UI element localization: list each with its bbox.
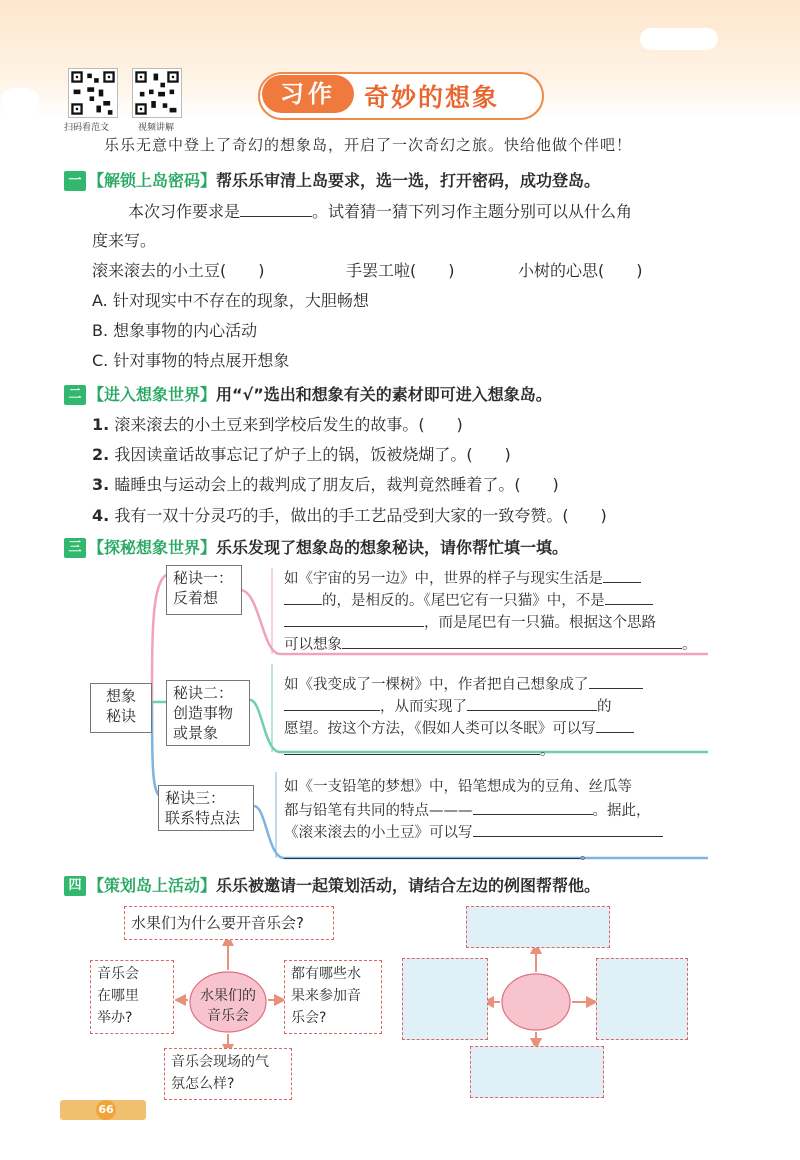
qr-code-icon: [69, 69, 117, 117]
answer-blank[interactable]: [589, 672, 643, 689]
section-bracket-title: 【进入想象世界】: [88, 385, 217, 404]
blank-box-top[interactable]: [466, 906, 610, 948]
tip3-line: [284, 798, 651, 822]
tip2-line: [284, 694, 612, 718]
section-bracket-title: 【策划岛上活动】: [88, 876, 217, 895]
text: 。: [682, 637, 697, 653]
answer-blank[interactable]: [284, 738, 540, 755]
tip-box-3: [158, 785, 254, 831]
topic-item[interactable]: 滚来滚去的小土豆( ): [92, 261, 265, 280]
text: 秘诀三：: [165, 789, 226, 807]
blank-center-ellipse: [502, 974, 570, 1030]
text: 创造事物: [173, 704, 234, 722]
text: 愿望。按这个方法，《假如人类可以冬眠》可以写: [284, 721, 596, 737]
section-instruction: 帮乐乐审清上岛要求，选一选，打开密码，成功登岛。: [216, 171, 601, 190]
list-item[interactable]: [92, 414, 463, 436]
tip2-line: [284, 738, 555, 762]
section-number: 三: [64, 538, 86, 558]
item-number: 1.: [92, 415, 110, 434]
answer-blank[interactable]: [467, 694, 597, 711]
text: 反着想: [173, 589, 219, 607]
example-box-bottom: [164, 1048, 292, 1100]
text: ，从而实现了: [380, 699, 467, 715]
example-box-left: [90, 960, 174, 1034]
section-heading: [88, 384, 552, 406]
list-item[interactable]: [92, 444, 511, 466]
text: 水果们的: [200, 988, 256, 1004]
item-number: 2.: [92, 445, 110, 464]
page-title: 奇妙的想象: [364, 83, 500, 112]
text: 秘诀: [105, 707, 136, 725]
text: 氛怎么样?: [171, 1076, 235, 1092]
answer-blank[interactable]: [603, 566, 641, 583]
item-number: 3.: [92, 475, 110, 494]
answer-blank[interactable]: [284, 842, 580, 859]
text: 都有哪些水: [291, 966, 361, 982]
tip1-line: [284, 588, 653, 612]
answer-blank[interactable]: [284, 610, 424, 627]
text: 音乐会: [207, 1008, 249, 1024]
text: 本次习作要求是: [128, 202, 241, 221]
text: 的，是相反的。《尾巴它有一只猫》中，不是: [322, 593, 605, 609]
text: 都与铅笔有共同的特点———: [284, 803, 473, 819]
section-bracket-title: 【解锁上岛密码】: [88, 171, 217, 190]
answer-blank[interactable]: [605, 588, 653, 605]
answer-blank[interactable]: [342, 632, 682, 649]
example-center-label: [196, 986, 260, 1026]
example-box-right: [284, 960, 382, 1034]
item-text: 瞌睡虫与运动会上的裁判成了朋友后，裁判竟然睡着了。( ): [114, 475, 559, 494]
tip-box-2: [166, 680, 250, 746]
text: 音乐会现场的气: [171, 1054, 269, 1070]
text: 举办?: [97, 1010, 133, 1026]
text: 。: [540, 743, 555, 759]
text: 。: [580, 847, 595, 863]
text: 。据此，: [592, 803, 651, 819]
answer-blank[interactable]: [473, 798, 593, 815]
qr-code-video[interactable]: [132, 68, 182, 118]
list-item[interactable]: [92, 474, 559, 496]
text: 如《我变成了一棵树》中，作者把自己想象成了: [284, 677, 589, 693]
question-line: 度来写。: [92, 231, 157, 250]
qr-code-icon: [133, 69, 181, 117]
text: 如《宇宙的另一边》中，世界的样子与现实生活是: [284, 571, 603, 587]
tip2-line: [284, 716, 634, 740]
answer-blank[interactable]: [596, 716, 634, 733]
section-bracket-title: 【探秘想象世界】: [88, 538, 217, 557]
section-instruction: 用“√”选出和想象有关的素材即可进入想象岛。: [216, 385, 552, 404]
tip2-line: [284, 672, 643, 696]
item-text: 我因读童话故事忘记了炉子上的锅，饭被烧煳了。( ): [114, 445, 511, 464]
tip-box-1: [166, 565, 242, 615]
section-heading: [88, 170, 600, 192]
item-text: 滚来滚去的小土豆来到学校后发生的故事。( ): [114, 415, 463, 434]
option-item: C. 针对事物的特点展开想象: [92, 351, 290, 370]
section-number: 四: [64, 876, 86, 896]
cloud-decoration: [640, 28, 718, 50]
blank-box-bottom[interactable]: [470, 1046, 604, 1098]
text: 的: [597, 699, 612, 715]
text: 。试着猜一猜下列习作主题分别可以从什么角: [312, 202, 633, 221]
list-item[interactable]: [92, 505, 607, 527]
section-instruction: 乐乐被邀请一起策划活动，请结合左边的例图帮帮他。: [216, 876, 601, 895]
page-number: 66: [96, 1100, 116, 1120]
text: ，而是尾巴有一只猫。根据这个思路: [424, 615, 656, 631]
option-item: B. 想象事物的内心活动: [92, 321, 258, 340]
text: 想象: [105, 687, 136, 705]
text: 或景象: [173, 724, 219, 742]
cloud-decoration: [0, 88, 40, 118]
text: 《滚来滚去的小土豆》可以写: [284, 825, 473, 841]
tip3-line: 如《一支铅笔的梦想》中，铅笔想成为的豆角、丝瓜等: [284, 779, 632, 795]
option-item: A. 针对现实中不存在的现象，大胆畅想: [92, 291, 369, 310]
text: 音乐会: [97, 966, 139, 982]
item-number: 4.: [92, 506, 110, 525]
blank-box-right[interactable]: [596, 958, 688, 1040]
answer-blank[interactable]: [284, 588, 322, 605]
text: 乐会?: [291, 1010, 327, 1026]
topic-item[interactable]: 手罢工啦( ): [346, 261, 455, 280]
text: 秘诀一：: [173, 569, 234, 587]
text: 可以想象: [284, 637, 342, 653]
tip1-line: [284, 610, 656, 634]
qr-code-example[interactable]: [68, 68, 118, 118]
text: 联系特点法: [165, 809, 241, 827]
tip1-line: [284, 632, 697, 656]
answer-blank[interactable]: [473, 820, 663, 837]
title-badge: 习作: [262, 75, 354, 113]
qr-label-video: 视频讲解: [138, 123, 175, 133]
text: 在哪里: [97, 988, 139, 1004]
tip3-line: [284, 820, 663, 844]
section-number: 二: [64, 385, 86, 405]
text: 果来参加音: [291, 988, 361, 1004]
example-box-top: 水果们为什么要开音乐会?: [124, 906, 334, 940]
intro-text: 乐乐无意中登上了奇幻的想象岛，开启了一次奇幻之旅。快给他做个伴吧！: [104, 136, 633, 154]
tip1-line: [284, 566, 641, 590]
topic-item[interactable]: 小树的心思( ): [518, 261, 643, 280]
blank-box-left[interactable]: [402, 958, 488, 1040]
answer-blank[interactable]: [240, 200, 312, 217]
text: 秘诀二：: [173, 684, 234, 702]
tip3-line: [284, 842, 595, 866]
answer-blank[interactable]: [284, 694, 380, 711]
question-line: [128, 200, 632, 223]
item-text: 我有一双十分灵巧的手，做出的手工艺品受到大家的一致夸赞。( ): [114, 506, 607, 525]
section-instruction: 乐乐发现了想象岛的想象秘诀，请你帮忙填一填。: [216, 538, 569, 557]
mindmap-center: [90, 683, 152, 733]
section-heading: [88, 537, 568, 559]
qr-label-example: 扫码看范文: [64, 123, 110, 133]
section-number: 一: [64, 171, 86, 191]
